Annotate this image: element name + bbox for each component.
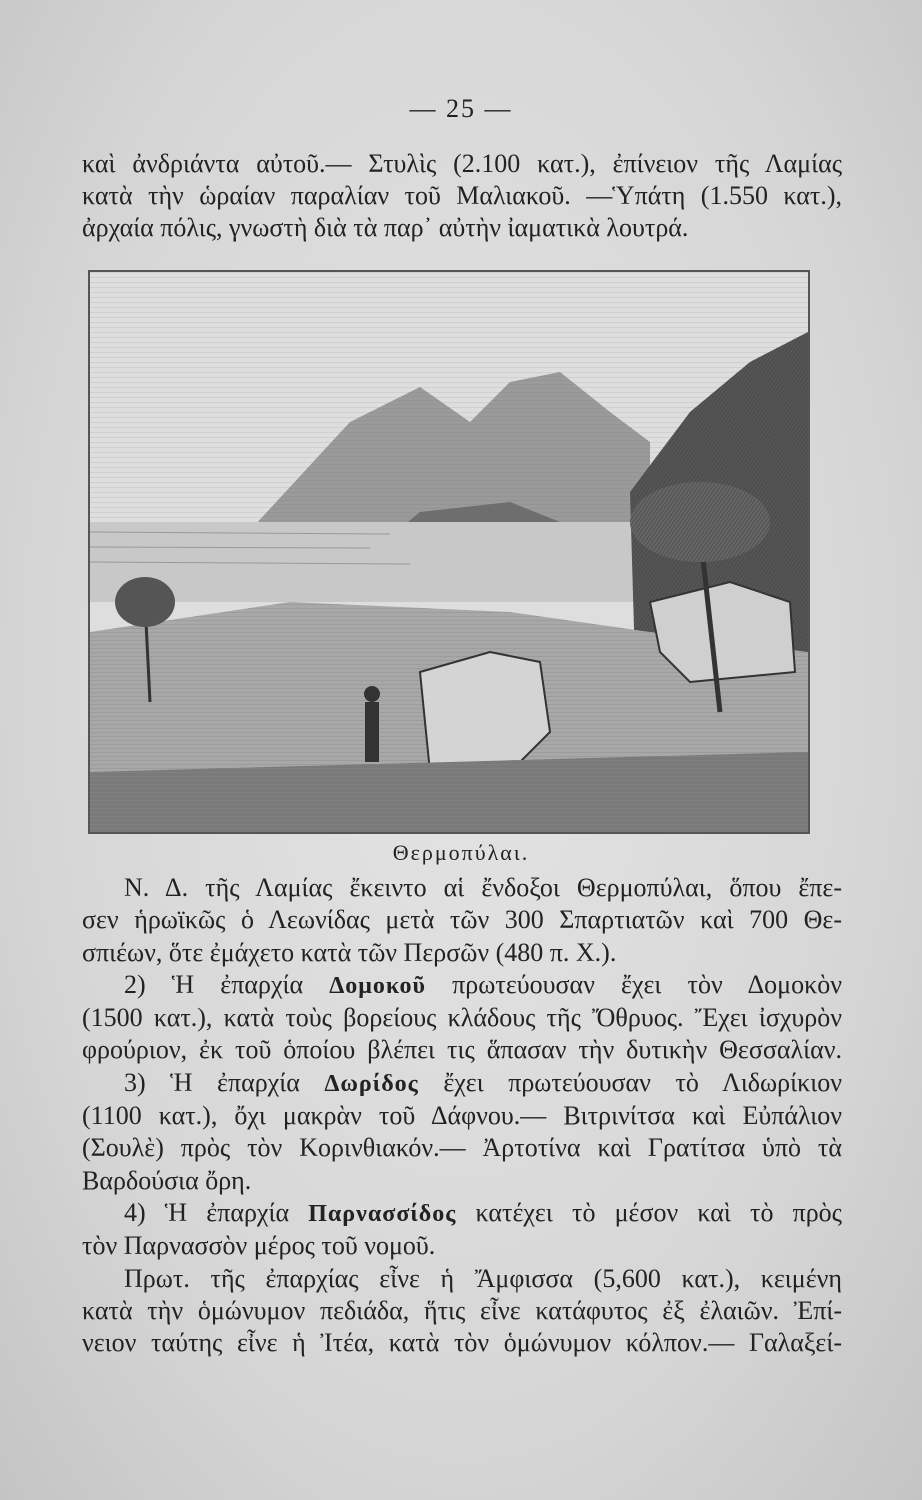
text-run: 3) Ἡ ἐπαρχία [124,1067,325,1097]
text-run: 2) Ἡ ἐπαρχία [124,969,330,999]
engraving-illustration [88,270,810,834]
landscape-engraving [90,272,808,832]
figure-caption: Θερμοπύλαι. [392,840,530,865]
text-line: κατὰ τὴν ὁμώνυμον πεδιάδα, ἥτις εἶνε κατάφυτος ἐξ ἐλαιῶν. Ἐπί- [82,1295,842,1325]
text-run: 4) Ἡ ἐπαρχία [124,1197,309,1227]
text-line: φρούριον, ἐκ τοῦ ὁποίου βλέπει τις ἅπασαν τὴν δυτικὴν Θεσσαλίαν. [82,1035,842,1065]
top-paragraph [82,148,842,244]
text-line: Πρωτ. τῆς ἐπαρχίας εἶνε ἡ Ἄμφισσα (5,600 κατ.), κειμένη [124,1263,842,1293]
spaced-heading: Δωρίδος [324,1070,419,1097]
text-run: πρωτεύουσαν ἔχει τὸν Δομοκὸν [426,969,842,999]
text-line: Βαρδούσια ὄρη. [82,1165,252,1195]
text-line: σπιέων, ὅτε ἐμάχετο κατὰ τῶν Περσῶν (480 π. Χ.). [82,937,617,967]
text-line: Ν. Δ. τῆς Λαμίας ἔκειντο αἱ ἔνδοξοι Θερμοπύλαι, ὅπου ἔπε- [124,873,842,902]
text-line: (Σουλὲ) πρὸς τὸν Κορινθιακόν.— Ἀρτοτίνα καὶ Γρατίτσα ὑπὸ τὰ [82,1133,842,1163]
text-line: τὸν Παρνασσὸν μέρος τοῦ νομοῦ. [82,1231,436,1261]
text-line: κατὰ τὴν ὡραίαν παραλίαν τοῦ Μαλιακοῦ. —Ὑπάτη (1.550 κατ.), [82,181,842,210]
spaced-heading: Παρνασσίδος [308,1200,457,1227]
text-line: σεν ἡρωϊκῶς ὁ Λεωνίδας μετὰ τῶν 300 Σπαρτιατῶν καὶ 700 Θε- [82,905,842,935]
text-line: ἀρχαία πόλις, γνωστὴ διὰ τὰ παρ᾽ αὐτὴν ἰαματικὰ λουτρά. [82,213,689,242]
text-run: ἔχει πρωτεύουσαν τὸ Λιδωρίκιον [418,1067,842,1097]
text-line: νειον ταύτης εἶνε ἡ Ἰτέα, κατὰ τὸν ὁμώνυμον κόλπον.— Γαλαξεί- [82,1328,842,1358]
page-number: — 25 — [409,94,513,123]
text-run: κατέχει τὸ μέσον καὶ τὸ πρὸς [456,1197,842,1227]
body-paragraphs [82,872,842,1359]
text-line [82,1197,842,1230]
text-line [82,1067,842,1100]
text-line [82,969,842,1002]
text-line: (1100 κατ.), ὄχι μακρὰν τοῦ Δάφνου.— Βιτρινίτσα καὶ Εὐπάλιον [82,1101,842,1131]
text-line: καὶ ἀνδριάντα αὐτοῦ.— Στυλὶς (2.100 κατ.), ἐπίνειον τῆς Λαμίας [82,149,842,178]
spaced-heading: Δομοκοῦ [329,972,426,999]
text-line: (1500 κατ.), κατὰ τοὺς βορείους κλάδους τῆς Ὄθρυος. Ἔχει ἰσχυρὸν [82,1003,842,1033]
